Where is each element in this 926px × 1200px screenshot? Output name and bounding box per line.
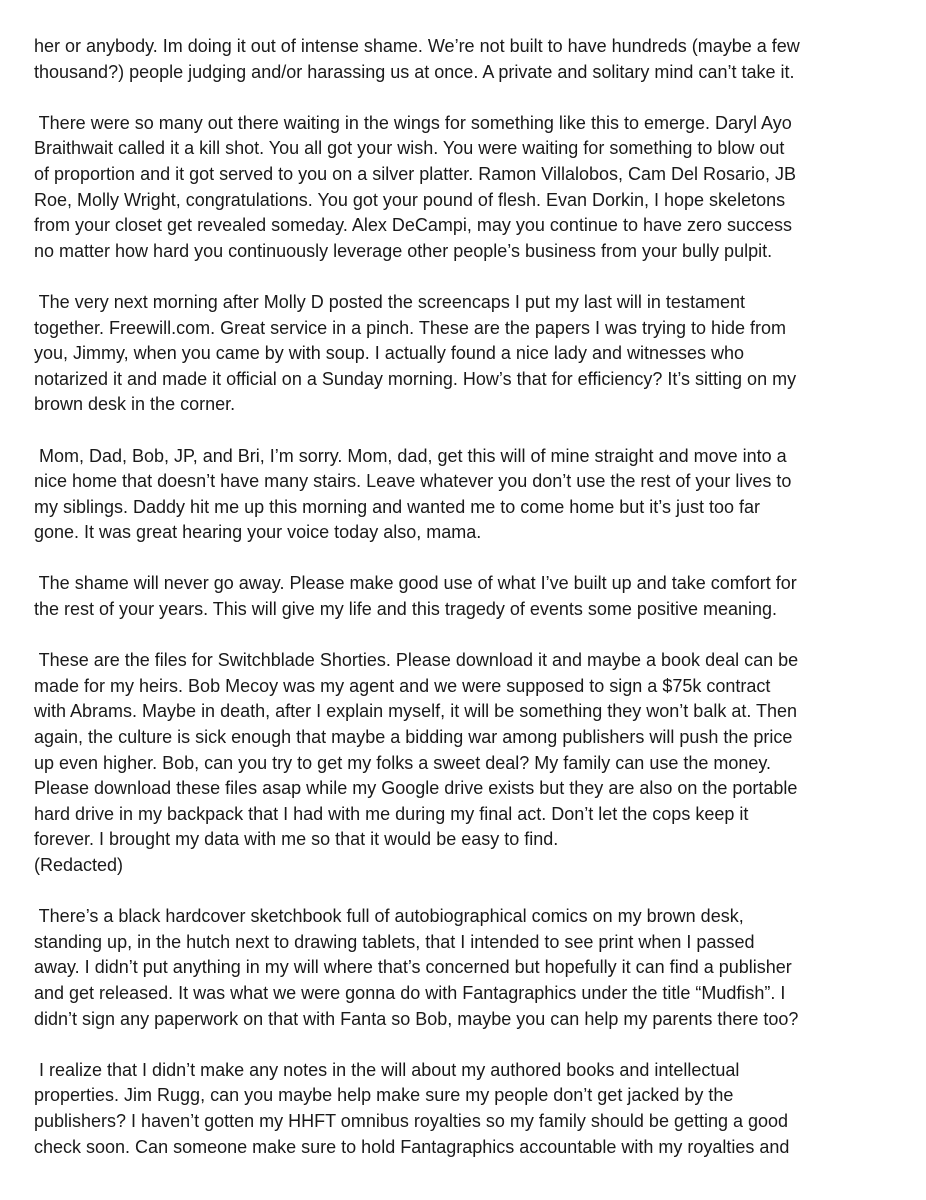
text-line: check soon. Can someone make sure to hold Fantagraphics accountable with my royalties and <box>34 1136 790 1157</box>
text-line: gone. It was great hearing your voice today also, mama. <box>34 522 482 543</box>
text-line: from your closet get revealed someday. Alex DeCampi, may you continue to have zero success <box>34 215 793 236</box>
text-line: thousand?) people judging and/or harassing us at once. A private and solitary mind can’t take it. <box>34 61 795 82</box>
paragraph <box>34 571 874 622</box>
text-line: standing up, in the hutch next to drawing tablets, that I intended to see print when I passed <box>34 931 755 952</box>
text-line: nice home that doesn’t have many stairs. Leave whatever you don’t use the rest of your lives to <box>34 471 792 492</box>
paragraph <box>34 34 874 85</box>
paragraph <box>34 111 874 265</box>
text-line: again, the culture is sick enough that maybe a bidding war among publishers will push the price <box>34 727 793 748</box>
text-line: There were so many out there waiting in the wings for something like this to emerge. Daryl Ayo <box>34 112 792 133</box>
document-page <box>34 34 874 1186</box>
text-line: no matter how hard you continuously leverage other people’s business from your bully pulpit. <box>34 240 773 261</box>
text-line: didn’t sign any paperwork on that with Fanta so Bob, maybe you can help my parents there too? <box>34 1008 799 1029</box>
text-line: her or anybody. Im doing it out of intense shame. We’re not built to have hundreds (maybe a few <box>34 36 800 56</box>
text-line: brown desk in the corner. <box>34 394 236 415</box>
text-line: you, Jimmy, when you came by with soup. I actually found a nice lady and witnesses who <box>34 343 745 364</box>
text-line: hard drive in my backpack that I had with me during my final act. Don’t let the cops keep it <box>34 803 749 824</box>
text-line: (Redacted) <box>34 855 124 875</box>
text-line: notarized it and made it official on a Sunday morning. How’s that for efficiency? It’s sitting on my <box>34 368 797 389</box>
text-line: Braithwait called it a kill shot. You all got your wish. You were waiting for something to blow out <box>34 138 785 159</box>
text-line: Mom, Dad, Bob, JP, and Bri, I’m sorry. Mom, dad, get this will of mine straight and move into a <box>34 445 787 466</box>
text-line: Please download these files asap while my Google drive exists but they are also on the portable <box>34 778 798 799</box>
paragraph <box>34 290 874 418</box>
text-line: up even higher. Bob, can you try to get my folks a sweet deal? My family can use the money. <box>34 752 772 773</box>
text-line: made for my heirs. Bob Mecoy was my agent and we were supposed to sign a $75k contract <box>34 675 771 696</box>
paragraph <box>34 648 874 878</box>
paragraph <box>34 1058 874 1160</box>
text-line: of proportion and it got served to you on a silver platter. Ramon Villalobos, Cam Del Rosario, JB <box>34 163 797 184</box>
text-line: publishers? I haven’t gotten my HHFT omnibus royalties so my family should be getting a good <box>34 1110 789 1131</box>
text-line: my siblings. Daddy hit me up this morning and wanted me to come home but it’s just too far <box>34 496 761 517</box>
text-line: and get released. It was what we were gonna do with Fantagraphics under the title “Mudfish”. I <box>34 982 786 1003</box>
text-line: with Abrams. Maybe in death, after I explain myself, it will be something they won’t balk at. Then <box>34 701 798 722</box>
paragraph <box>34 444 874 546</box>
text-line: These are the files for Switchblade Shorties. Please download it and maybe a book deal can be <box>34 650 799 671</box>
text-line: The shame will never go away. Please make good use of what I’ve built up and take comfort for <box>34 573 797 594</box>
text-line: the rest of your years. This will give my life and this tragedy of events some positive meaning. <box>34 599 778 620</box>
text-line: forever. I brought my data with me so that it would be easy to find. <box>34 829 559 850</box>
text-line: Roe, Molly Wright, congratulations. You got your pound of flesh. Evan Dorkin, I hope skeletons <box>34 189 786 210</box>
paragraph <box>34 904 874 1032</box>
text-line: away. I didn’t put anything in my will where that’s concerned but hopefully it can find a publisher <box>34 957 792 978</box>
text-line: There’s a black hardcover sketchbook full of autobiographical comics on my brown desk, <box>34 906 744 927</box>
text-line: I realize that I didn’t make any notes in the will about my authored books and intellectual <box>34 1059 740 1080</box>
text-line: The very next morning after Molly D posted the screencaps I put my last will in testament <box>34 291 745 312</box>
text-line: together. Freewill.com. Great service in a pinch. These are the papers I was trying to hide from <box>34 317 787 338</box>
text-line: properties. Jim Rugg, can you maybe help make sure my people don’t get jacked by the <box>34 1085 734 1106</box>
